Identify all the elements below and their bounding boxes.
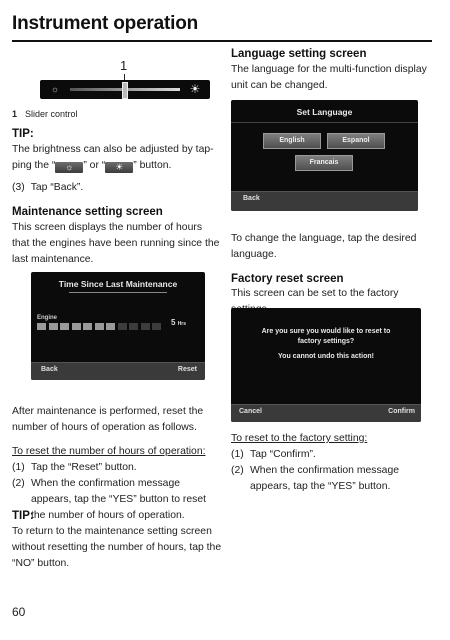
step-number: (3) [12, 182, 25, 193]
tip-2-label: TIP: [12, 510, 34, 522]
dim-button-icon: ☼ [55, 162, 83, 173]
tip-label: TIP: [12, 128, 34, 140]
hours-segment [60, 323, 69, 330]
button-bar [231, 191, 418, 211]
bright-button-icon: ☀ [105, 162, 133, 173]
tip-text [12, 142, 222, 174]
button-bar [231, 404, 421, 422]
maintenance-body: This screen displays the number of hours that the engines have been running since the last maintenance. [12, 222, 220, 265]
hours-bar [37, 323, 163, 330]
dim-sun-icon[interactable]: ☼ [50, 84, 60, 94]
title-underline [69, 292, 167, 293]
language-body: The language for the multi-function display unit can be changed. [231, 64, 427, 91]
factory-body: This screen can be set to the factory [231, 288, 399, 299]
factory-steps [231, 447, 437, 495]
reset-procedure-title: To reset the number of hours of operation: [12, 446, 206, 457]
page-number: 60 [12, 605, 26, 619]
lang-option-english[interactable]: English [263, 133, 321, 149]
caption-number: 1 [12, 109, 18, 119]
factory-screen [231, 308, 421, 422]
reset-steps [12, 460, 222, 524]
screen-title: Time Since Last Maintenance [58, 279, 178, 289]
step-text: Tap “Back”. [30, 182, 84, 193]
reset-button[interactable]: Reset [177, 366, 197, 373]
back-button[interactable]: Back [243, 195, 260, 202]
confirm-button[interactable]: Confirm [388, 408, 415, 415]
tip-2-text: To return to the maintenance setting screen without resetting the number of hours, tap the “NO” button. [12, 526, 222, 569]
slider-handle[interactable] [122, 82, 128, 99]
button-bar [31, 362, 205, 380]
maintenance-heading: Maintenance setting screen [12, 206, 163, 218]
title-divider [12, 40, 432, 42]
list-item: (2) When the confirmation message appears, tap the “YES” button to reset the number of hours of operation. [12, 478, 207, 521]
question-line-1: Are you sure you would like to reset to [261, 328, 391, 335]
title-underline [231, 122, 418, 123]
callout-number: 1 [120, 58, 128, 73]
hours-segment [37, 323, 46, 330]
maintenance-after-text: After maintenance is performed, reset the number of hours of operation as follows. [12, 406, 204, 433]
lang-option-francais[interactable]: Francais [295, 155, 353, 171]
question-line-2: factory settings? [297, 338, 355, 345]
hours-segment [106, 323, 115, 330]
maintenance-screen [31, 272, 205, 380]
list-item: (1) Tap “Confirm”. [231, 449, 316, 460]
language-screen [231, 100, 418, 211]
language-after-text: To change the language, tap the desired language. [231, 233, 417, 260]
hours-segment [129, 323, 138, 330]
hours-segment [152, 323, 161, 330]
step-3 [12, 180, 83, 196]
hours-segment [118, 323, 127, 330]
hours-readout [171, 318, 186, 327]
hours-segment [141, 323, 150, 330]
warning-text: You cannot undo this action! [278, 353, 374, 360]
hours-value: 5 [171, 318, 176, 327]
tip-line-1: The brightness can also be adjusted by tap- [12, 144, 214, 155]
screen-title: Set Language [296, 107, 353, 117]
tip-line-2: ping the “ ☼ ” or “ ☀ ” button. [12, 160, 172, 172]
lang-option-espanol[interactable]: Espanol [327, 133, 385, 149]
caption-text: Slider control [25, 109, 78, 119]
cancel-button[interactable]: Cancel [239, 408, 262, 415]
hours-segment [49, 323, 58, 330]
figure-caption [12, 106, 78, 122]
hours-segment [72, 323, 81, 330]
hours-segment [83, 323, 92, 330]
engine-label: Engine [37, 315, 58, 321]
page-title: Instrument operation [12, 13, 199, 34]
hours-segment [95, 323, 104, 330]
bright-sun-icon[interactable]: ☀ [189, 82, 201, 96]
hours-unit: Hrs [177, 321, 187, 327]
list-item: (1) Tap the “Reset” button. [12, 462, 137, 473]
factory-heading: Factory reset screen [231, 273, 344, 285]
factory-procedure-title: To reset to the factory setting: [231, 433, 368, 444]
language-heading: Language setting screen [231, 48, 367, 60]
back-button[interactable]: Back [41, 366, 58, 373]
slider-figure [40, 58, 210, 100]
slider-control[interactable] [40, 80, 210, 99]
list-item: (2) When the confirmation message appears, tap the “YES” button. [231, 465, 400, 492]
